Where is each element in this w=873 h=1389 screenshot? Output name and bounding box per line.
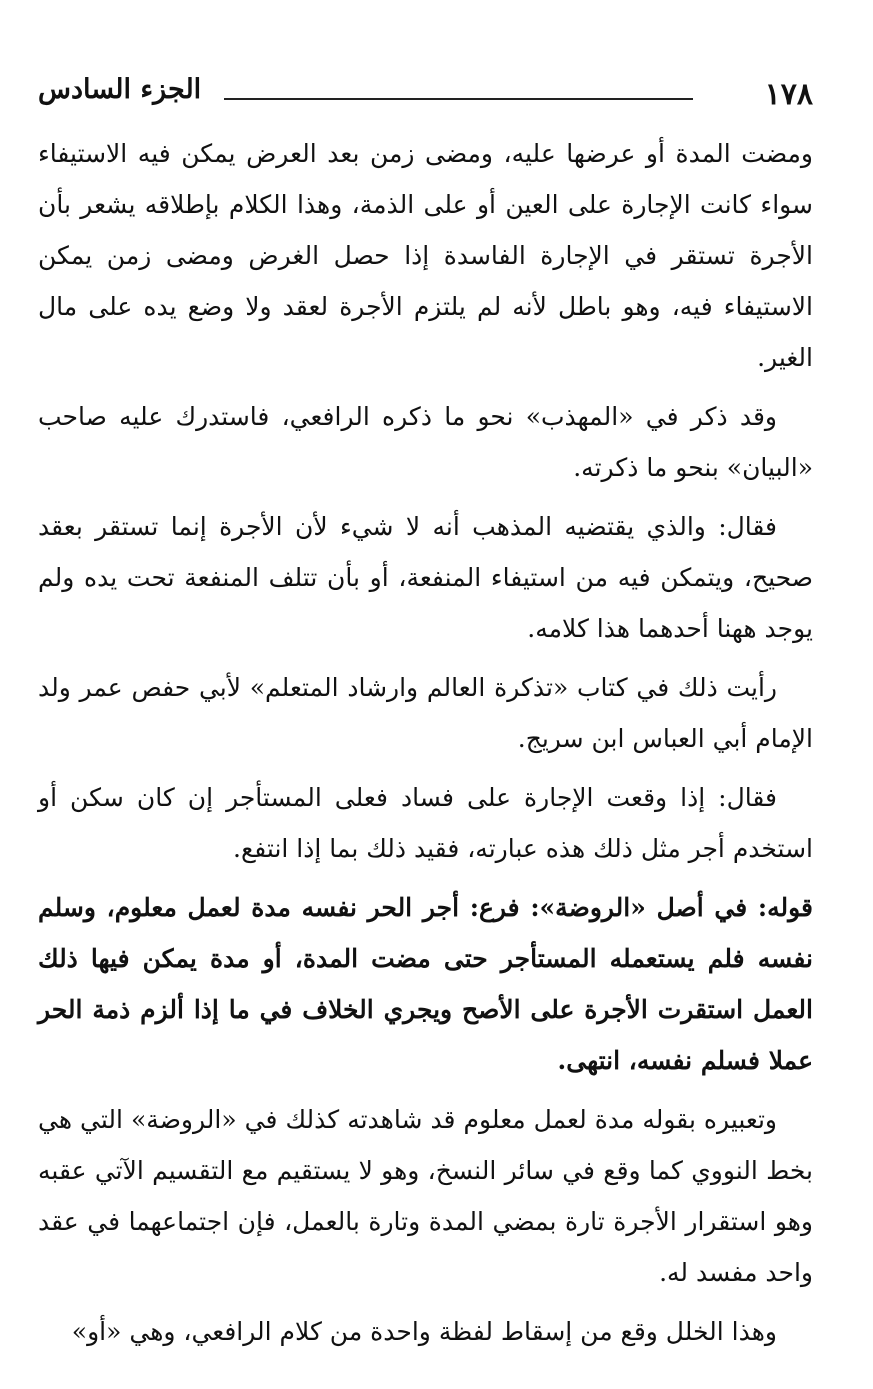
paragraph: وهذا الخلل وقع من إسقاط لفظة واحدة من كلام الرافعي، وهي «أو» [71,1317,777,1346]
page-header [38,70,813,118]
body-text [38,128,813,1357]
paragraph: وتعبيره بقوله مدة لعمل معلوم قد شاهدته كذلك في «الروضة» التي هي بخط النووي كما وقع في سائر النسخ، وهو لا يستقيم مع التقسيم الآتي عقبه وهو استقرار الأجرة تارة بمضي المدة وتارة بالعمل، فإن اجتماعهما في عقد واحد مفسد له. [38,1105,813,1287]
paragraph: فقال: إذا وقعت الإجارة على فساد فعلى المستأجر إن كان سكن أو استخدم أجر مثل ذلك هذه عبارته، فقيد ذلك بما إذا انتفع. [38,783,813,863]
quoted-paragraph: قوله: في أصل «الروضة»: فرع: أجر الحر نفسه مدة لعمل معلوم، وسلم نفسه فلم يستعمله المستأجر حتى مضت المدة، أو مدة يمكن فيها ذلك العمل استقرت الأجرة على الأصح ويجري الخلاف في ما إذا ألزم ذمة الحر عملا فسلم نفسه، انتهى. [38,893,813,1075]
paragraph: رأيت ذلك في كتاب «تذكرة العالم وارشاد المتعلم» لأبي حفص عمر ولد الإمام أبي العباس ابن سريج. [38,673,813,753]
paragraph: فقال: والذي يقتضيه المذهب أنه لا شيء لأن الأجرة إنما تستقر بعقد صحيح، ويتمكن فيه من استيفاء المنفعة، أو بأن تتلف المنفعة تحت يده ولم يوجد ههنا أحدهما هذا كلامه. [38,512,813,643]
page-number: ١٧٨ [764,77,813,112]
header-rule [224,98,693,100]
paragraph: ومضت المدة أو عرضها عليه، ومضى زمن بعد العرض يمكن فيه الاستيفاء سواء كانت الإجارة على العين أو على الذمة، وهذا الكلام بإطلاقه يشعر بأن الأجرة تستقر في الإجارة الفاسدة إذا حصل الغرض ومضى زمن يمكن الاستيفاء فيه، وهو باطل لأنه لم يلتزم الأجرة لعقد ولا وضع يده على مال الغير. [38,139,813,372]
running-head: الجزء السادس [38,74,202,105]
paragraph: وقد ذكر في «المهذب» نحو ما ذكره الرافعي، فاستدرك عليه صاحب «البيان» بنحو ما ذكرته. [38,402,813,482]
